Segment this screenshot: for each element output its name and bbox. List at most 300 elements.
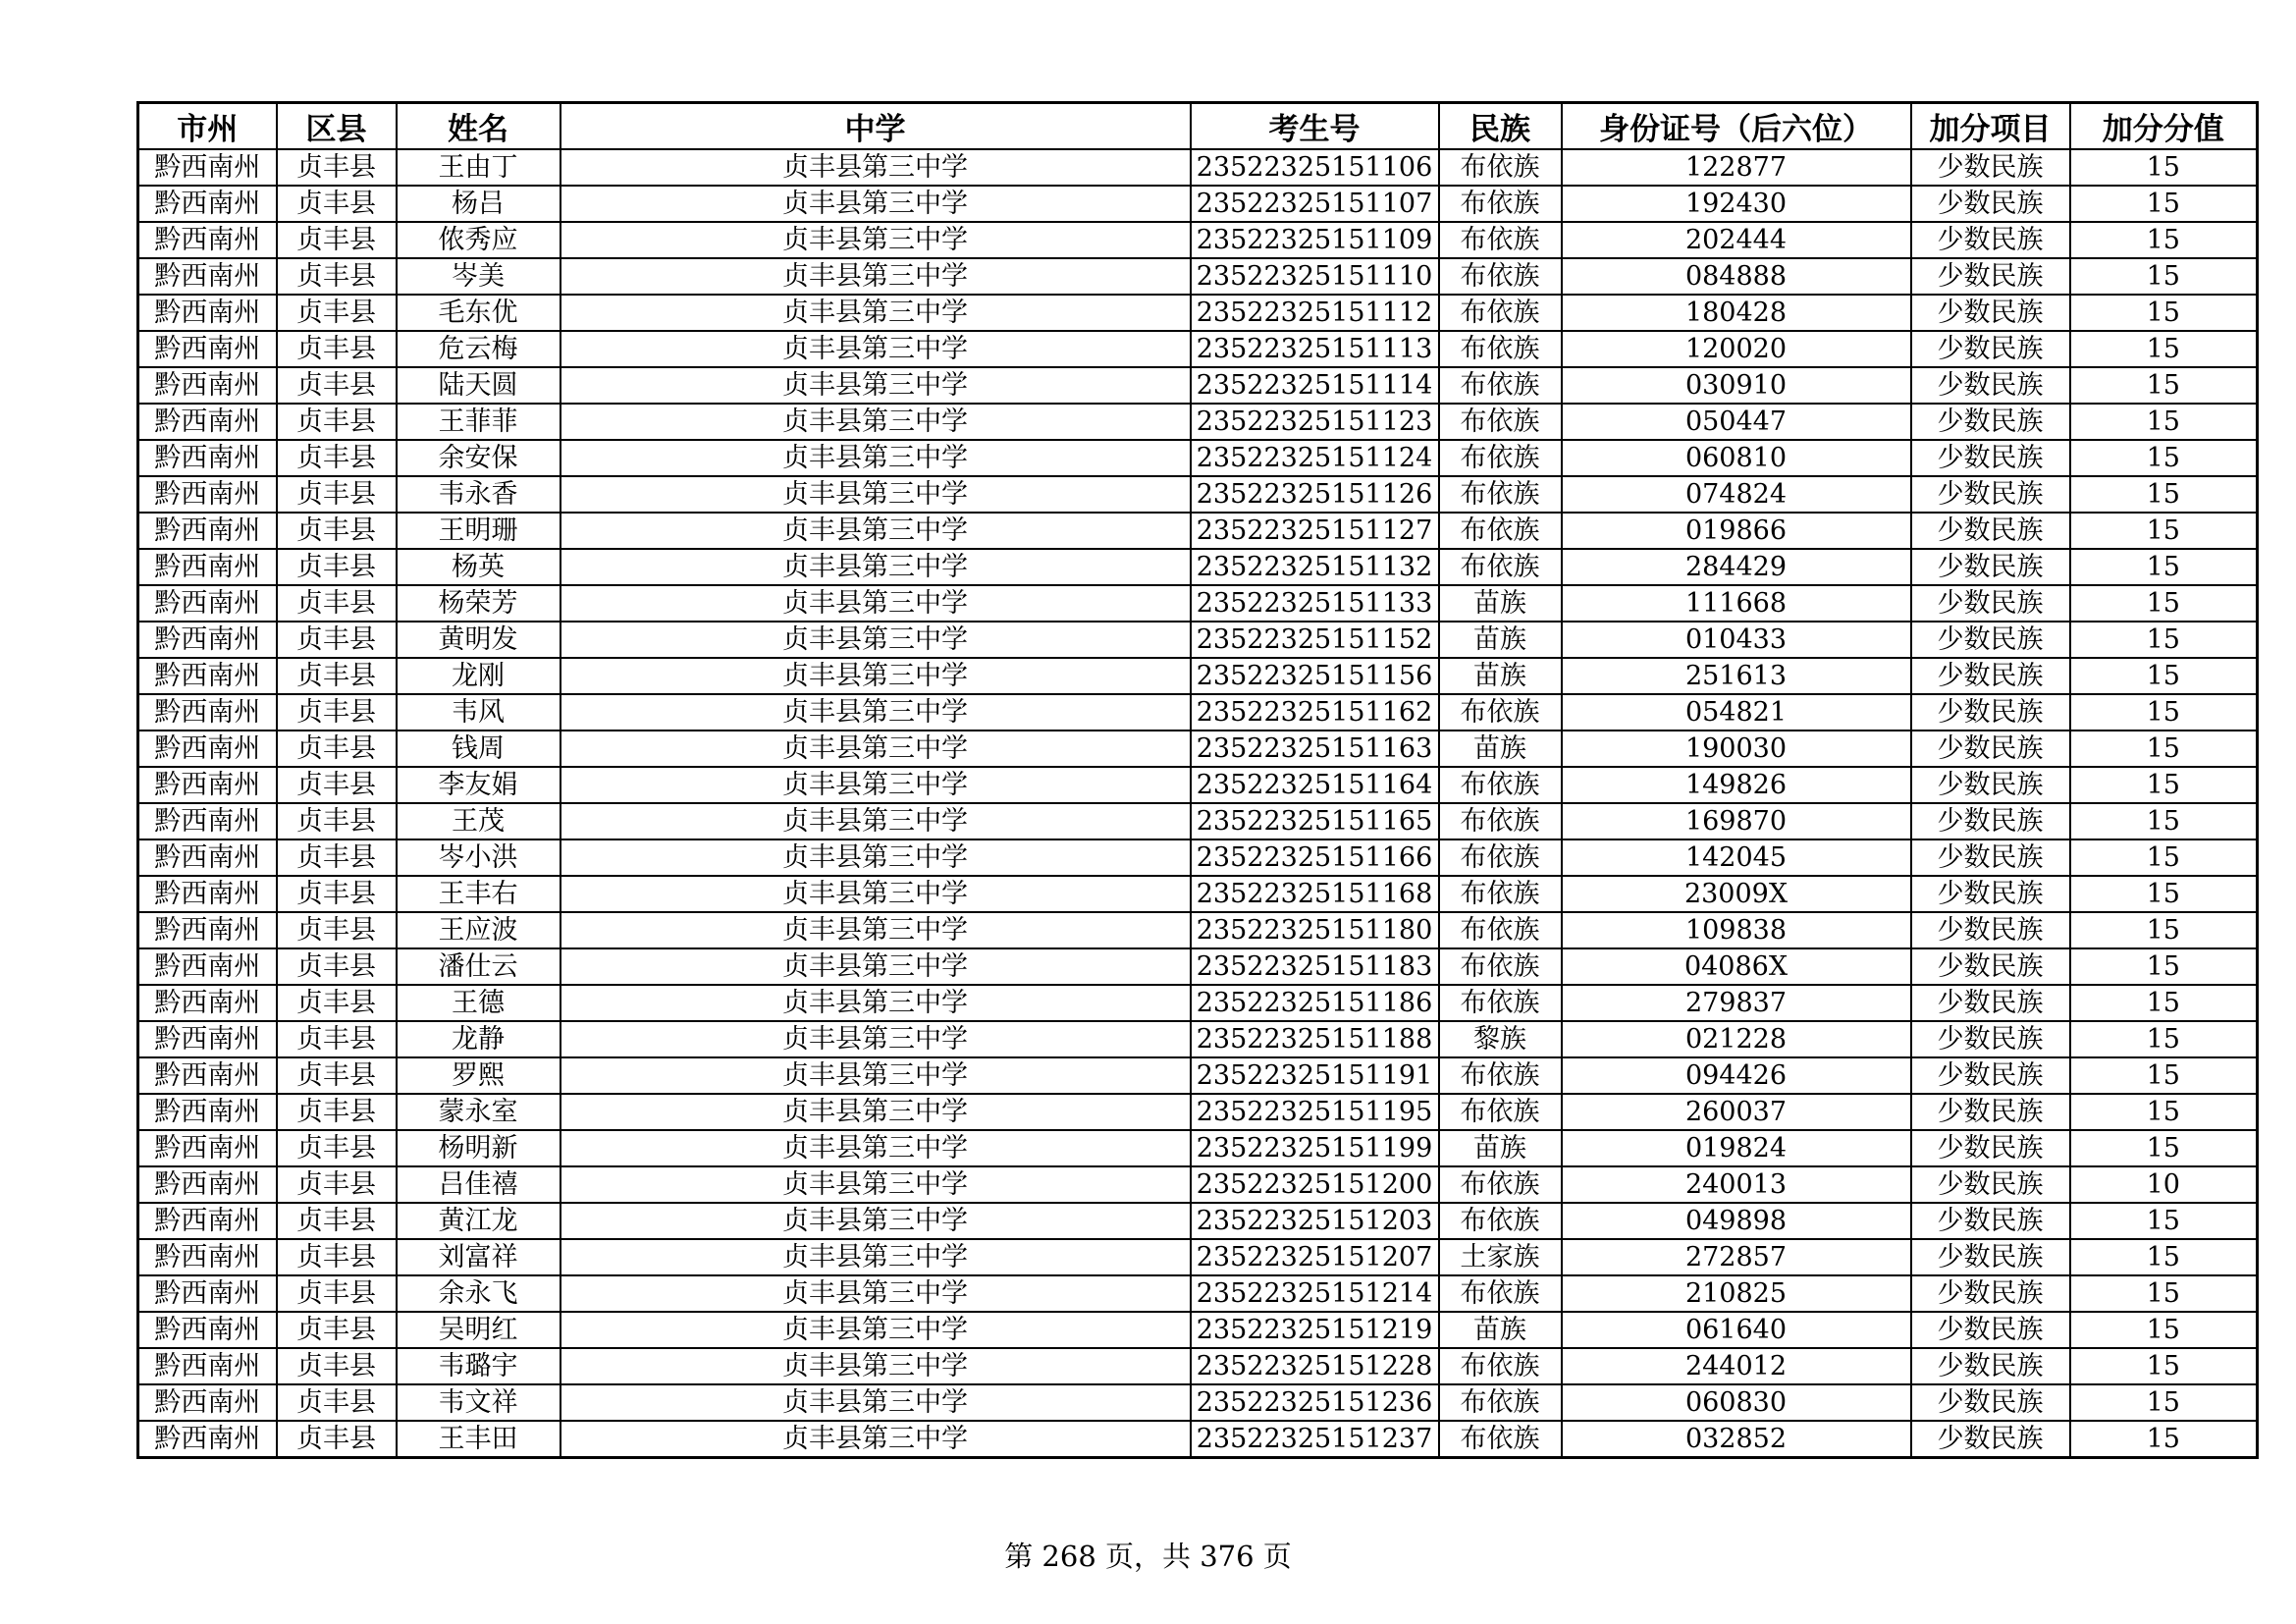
table-cell: 黔西南州 [138,1348,277,1384]
table-row [138,658,2258,694]
table-cell: 贞丰县 [277,404,397,440]
table-cell: 黔西南州 [138,1275,277,1312]
table-cell: 23522325151123 [1191,404,1439,440]
table-cell: 061640 [1562,1312,1911,1348]
table-cell: 贞丰县 [277,876,397,912]
table-cell: 贞丰县第三中学 [561,658,1191,694]
table-cell: 15 [2070,1348,2258,1384]
table-cell: 23522325151124 [1191,440,1439,476]
table-cell: 169870 [1562,803,1911,839]
table-cell: 少数民族 [1911,513,2070,549]
table-cell: 黔西南州 [138,658,277,694]
table-cell: 黔西南州 [138,476,277,513]
table-cell: 279837 [1562,985,1911,1021]
table-cell: 060830 [1562,1384,1911,1421]
table-cell: 贞丰县第三中学 [561,1166,1191,1203]
table-cell: 贞丰县第三中学 [561,476,1191,513]
table-cell: 23522325151219 [1191,1312,1439,1348]
table-cell: 布依族 [1439,1057,1562,1094]
table-cell: 贞丰县 [277,549,397,585]
table-cell: 韦永香 [397,476,561,513]
table-cell: 少数民族 [1911,1275,2070,1312]
table-row [138,404,2258,440]
table-cell: 23522325151188 [1191,1021,1439,1057]
table-cell: 苗族 [1439,731,1562,767]
table-body [138,149,2258,1458]
table-cell: 黔西南州 [138,186,277,222]
table-cell: 王明珊 [397,513,561,549]
table-cell: 贞丰县第三中学 [561,1312,1191,1348]
table-cell: 王茂 [397,803,561,839]
table-cell: 布依族 [1439,985,1562,1021]
table-row [138,331,2258,367]
table-cell: 钱周 [397,731,561,767]
table-cell: 余永飞 [397,1275,561,1312]
table-cell: 23522325151164 [1191,767,1439,803]
page-footer: 第 268 页，共 376 页 [1004,1540,1292,1573]
table-cell: 贞丰县 [277,1094,397,1130]
table-cell: 15 [2070,803,2258,839]
table-cell: 贞丰县 [277,948,397,985]
table-cell: 布依族 [1439,839,1562,876]
table-cell: 黔西南州 [138,985,277,1021]
table-cell: 15 [2070,585,2258,622]
table-row [138,1057,2258,1094]
table-cell: 黔西南州 [138,839,277,876]
column-header: 加分分值 [2070,103,2258,150]
table-row [138,1275,2258,1312]
table-cell: 黔西南州 [138,1203,277,1239]
table-cell: 黔西南州 [138,1239,277,1275]
table-cell: 少数民族 [1911,585,2070,622]
table-row [138,1384,2258,1421]
table-cell: 贞丰县第三中学 [561,803,1191,839]
table-cell: 贞丰县第三中学 [561,622,1191,658]
table-cell: 贞丰县第三中学 [561,149,1191,186]
table-cell: 布依族 [1439,258,1562,295]
table-cell: 陆天圆 [397,367,561,404]
table-cell: 15 [2070,1203,2258,1239]
table-cell: 布依族 [1439,1203,1562,1239]
table-cell: 少数民族 [1911,404,2070,440]
table-cell: 黔西南州 [138,767,277,803]
table-cell: 少数民族 [1911,912,2070,948]
table-cell: 23522325151191 [1191,1057,1439,1094]
table-cell: 布依族 [1439,549,1562,585]
table-cell: 060810 [1562,440,1911,476]
table-cell: 黔西南州 [138,1421,277,1458]
table-cell: 黔西南州 [138,222,277,258]
table-cell: 15 [2070,876,2258,912]
table-cell: 15 [2070,1275,2258,1312]
table-cell: 109838 [1562,912,1911,948]
table-cell: 黔西南州 [138,876,277,912]
table-cell: 贞丰县 [277,1239,397,1275]
table-cell: 少数民族 [1911,694,2070,731]
table-cell: 黔西南州 [138,258,277,295]
table-cell: 贞丰县 [277,149,397,186]
table-cell: 少数民族 [1911,658,2070,694]
bonus-points-table [136,101,2259,1459]
table-cell: 少数民族 [1911,1057,2070,1094]
table-cell: 23522325151133 [1191,585,1439,622]
table-cell: 111668 [1562,585,1911,622]
table-cell: 贞丰县第三中学 [561,948,1191,985]
table-row [138,912,2258,948]
table-header-row [138,103,2258,150]
table-cell: 贞丰县 [277,658,397,694]
table-cell: 罗熙 [397,1057,561,1094]
table-cell: 贞丰县第三中学 [561,367,1191,404]
table-cell: 黔西南州 [138,513,277,549]
table-cell: 黔西南州 [138,1384,277,1421]
table-cell: 黔西南州 [138,1057,277,1094]
table-cell: 贞丰县第三中学 [561,186,1191,222]
table-cell: 贞丰县 [277,1021,397,1057]
table-cell: 15 [2070,1094,2258,1130]
table-cell: 贞丰县 [277,186,397,222]
table-cell: 黔西南州 [138,1130,277,1166]
table-cell: 布依族 [1439,912,1562,948]
table-cell: 贞丰县 [277,1130,397,1166]
table-cell: 布依族 [1439,186,1562,222]
table-cell: 贞丰县第三中学 [561,1421,1191,1458]
table-cell: 23522325151195 [1191,1094,1439,1130]
table-cell: 010433 [1562,622,1911,658]
table-cell: 贞丰县第三中学 [561,731,1191,767]
table-cell: 23522325151163 [1191,731,1439,767]
table-cell: 黔西南州 [138,549,277,585]
table-cell: 少数民族 [1911,295,2070,331]
table-cell: 布依族 [1439,1275,1562,1312]
table-cell: 贞丰县 [277,585,397,622]
column-header: 市州 [138,103,277,150]
table-cell: 贞丰县第三中学 [561,1130,1191,1166]
table-cell: 杨荣芳 [397,585,561,622]
table-cell: 149826 [1562,767,1911,803]
table-cell: 15 [2070,404,2258,440]
table-cell: 贞丰县第三中学 [561,1203,1191,1239]
table-cell: 019824 [1562,1130,1911,1166]
table-cell: 15 [2070,1021,2258,1057]
table-cell: 122877 [1562,149,1911,186]
table-cell: 贞丰县第三中学 [561,222,1191,258]
table-cell: 黔西南州 [138,694,277,731]
table-cell: 韦璐宇 [397,1348,561,1384]
table-cell: 黔西南州 [138,1021,277,1057]
table-cell: 15 [2070,767,2258,803]
table-cell: 贞丰县第三中学 [561,295,1191,331]
table-cell: 少数民族 [1911,222,2070,258]
table-cell: 布依族 [1439,803,1562,839]
table-cell: 王德 [397,985,561,1021]
table-cell: 王丰田 [397,1421,561,1458]
table-cell: 15 [2070,948,2258,985]
table-cell: 黔西南州 [138,731,277,767]
table-cell: 23522325151110 [1191,258,1439,295]
table-cell: 贞丰县 [277,694,397,731]
table-cell: 23522325151186 [1191,985,1439,1021]
table-cell: 260037 [1562,1094,1911,1130]
table-cell: 190030 [1562,731,1911,767]
table-cell: 布依族 [1439,1166,1562,1203]
table-cell: 少数民族 [1911,948,2070,985]
table-cell: 黔西南州 [138,149,277,186]
table-cell: 15 [2070,440,2258,476]
column-header: 中学 [561,103,1191,150]
table-cell: 王丰右 [397,876,561,912]
table-cell: 贞丰县 [277,1203,397,1239]
table-cell: 180428 [1562,295,1911,331]
table-cell: 23522325151109 [1191,222,1439,258]
table-row [138,222,2258,258]
table-cell: 毛东优 [397,295,561,331]
table-cell: 布依族 [1439,367,1562,404]
table-cell: 019866 [1562,513,1911,549]
table-cell: 贞丰县第三中学 [561,585,1191,622]
table-cell: 142045 [1562,839,1911,876]
table-cell: 04086X [1562,948,1911,985]
table-cell: 贞丰县第三中学 [561,839,1191,876]
table-cell: 050447 [1562,404,1911,440]
table-cell: 布依族 [1439,295,1562,331]
table-cell: 贞丰县 [277,1166,397,1203]
table-row [138,731,2258,767]
table-cell: 黔西南州 [138,367,277,404]
table-cell: 黎族 [1439,1021,1562,1057]
table-cell: 黔西南州 [138,295,277,331]
table-cell: 龙刚 [397,658,561,694]
table-cell: 23522325151214 [1191,1275,1439,1312]
table-row [138,839,2258,876]
table-cell: 少数民族 [1911,1348,2070,1384]
table-cell: 23522325151152 [1191,622,1439,658]
table-cell: 23009X [1562,876,1911,912]
table-cell: 黔西南州 [138,440,277,476]
table-row [138,367,2258,404]
table-cell: 021228 [1562,1021,1911,1057]
table-cell: 23522325151132 [1191,549,1439,585]
table-cell: 贞丰县 [277,1312,397,1348]
table-cell: 23522325151236 [1191,1384,1439,1421]
table-cell: 岑美 [397,258,561,295]
table-cell: 240013 [1562,1166,1911,1203]
table-cell: 少数民族 [1911,1130,2070,1166]
table-cell: 黔西南州 [138,803,277,839]
table-cell: 23522325151156 [1191,658,1439,694]
table-cell: 23522325151203 [1191,1203,1439,1239]
table-cell: 15 [2070,513,2258,549]
table-cell: 15 [2070,367,2258,404]
table-cell: 15 [2070,476,2258,513]
table-cell: 贞丰县第三中学 [561,1384,1191,1421]
table-row [138,513,2258,549]
table-cell: 15 [2070,149,2258,186]
table-cell: 少数民族 [1911,1203,2070,1239]
column-header: 考生号 [1191,103,1439,150]
table-cell: 贞丰县第三中学 [561,549,1191,585]
table-cell: 韦文祥 [397,1384,561,1421]
table-cell: 23522325151180 [1191,912,1439,948]
table-cell: 210825 [1562,1275,1911,1312]
table-cell: 贞丰县 [277,222,397,258]
table-cell: 074824 [1562,476,1911,513]
table-cell: 少数民族 [1911,549,2070,585]
table-cell: 049898 [1562,1203,1911,1239]
table-row [138,1421,2258,1458]
table-cell: 15 [2070,658,2258,694]
column-header: 加分项目 [1911,103,2070,150]
table-cell: 黔西南州 [138,331,277,367]
table-cell: 23522325151207 [1191,1239,1439,1275]
table-row [138,186,2258,222]
table-cell: 23522325151228 [1191,1348,1439,1384]
table-cell: 黔西南州 [138,948,277,985]
table-cell: 布依族 [1439,513,1562,549]
table-cell: 少数民族 [1911,803,2070,839]
table-row [138,258,2258,295]
table-cell: 苗族 [1439,1312,1562,1348]
table-cell: 120020 [1562,331,1911,367]
table-cell: 少数民族 [1911,476,2070,513]
table-cell: 少数民族 [1911,1021,2070,1057]
table-cell: 贞丰县第三中学 [561,985,1191,1021]
table-row [138,1312,2258,1348]
table-cell: 251613 [1562,658,1911,694]
column-header: 区县 [277,103,397,150]
column-header: 身份证号（后六位） [1562,103,1911,150]
table-row [138,876,2258,912]
table-cell: 苗族 [1439,585,1562,622]
table-cell: 苗族 [1439,658,1562,694]
table-cell: 15 [2070,912,2258,948]
table-cell: 黄明发 [397,622,561,658]
table-cell: 贞丰县第三中学 [561,513,1191,549]
table-cell: 贞丰县 [277,622,397,658]
table-cell: 23522325151162 [1191,694,1439,731]
table-cell: 少数民族 [1911,876,2070,912]
table-cell: 23522325151183 [1191,948,1439,985]
table-cell: 23522325151112 [1191,295,1439,331]
table-cell: 王由丁 [397,149,561,186]
table-cell: 少数民族 [1911,186,2070,222]
table-cell: 少数民族 [1911,440,2070,476]
table-cell: 吴明红 [397,1312,561,1348]
table-cell: 23522325151114 [1191,367,1439,404]
table-cell: 272857 [1562,1239,1911,1275]
table-cell: 084888 [1562,258,1911,295]
table-cell: 杨吕 [397,186,561,222]
table-cell: 贞丰县 [277,1275,397,1312]
table-cell: 少数民族 [1911,985,2070,1021]
table-cell: 少数民族 [1911,1312,2070,1348]
table-cell: 贞丰县第三中学 [561,331,1191,367]
table-cell: 少数民族 [1911,149,2070,186]
table-row [138,1166,2258,1203]
table-cell: 布依族 [1439,1348,1562,1384]
table-row [138,622,2258,658]
table-cell: 刘富祥 [397,1239,561,1275]
table-cell: 布依族 [1439,1384,1562,1421]
table-cell: 15 [2070,258,2258,295]
table-cell: 贞丰县 [277,839,397,876]
table-cell: 032852 [1562,1421,1911,1458]
table-cell: 15 [2070,331,2258,367]
table-cell: 贞丰县第三中学 [561,1348,1191,1384]
table-cell: 244012 [1562,1348,1911,1384]
table-cell: 贞丰县第三中学 [561,404,1191,440]
table-cell: 贞丰县 [277,367,397,404]
table-row [138,694,2258,731]
table-cell: 23522325151237 [1191,1421,1439,1458]
table-cell: 少数民族 [1911,367,2070,404]
table-cell: 15 [2070,1312,2258,1348]
table-row [138,767,2258,803]
table-cell: 15 [2070,222,2258,258]
table-row [138,295,2258,331]
column-header: 民族 [1439,103,1562,150]
table-row [138,149,2258,186]
table-cell: 23522325151113 [1191,331,1439,367]
table-row [138,585,2258,622]
table-row [138,1021,2258,1057]
table-cell: 黔西南州 [138,912,277,948]
table-row [138,1130,2258,1166]
table-cell: 15 [2070,549,2258,585]
table-cell: 黔西南州 [138,1312,277,1348]
table-cell: 布依族 [1439,331,1562,367]
table-cell: 15 [2070,1239,2258,1275]
table-cell: 土家族 [1439,1239,1562,1275]
column-header: 姓名 [397,103,561,150]
table-cell: 苗族 [1439,622,1562,658]
table-cell: 黔西南州 [138,1166,277,1203]
table-cell: 23522325151165 [1191,803,1439,839]
table-row [138,1348,2258,1384]
table-cell: 15 [2070,186,2258,222]
table-cell: 布依族 [1439,767,1562,803]
table-cell: 23522325151127 [1191,513,1439,549]
table-cell: 侬秀应 [397,222,561,258]
table-cell: 贞丰县 [277,912,397,948]
table-cell: 054821 [1562,694,1911,731]
table-cell: 杨明新 [397,1130,561,1166]
table-cell: 吕佳禧 [397,1166,561,1203]
table-cell: 少数民族 [1911,258,2070,295]
table-cell: 黔西南州 [138,622,277,658]
table-cell: 少数民族 [1911,622,2070,658]
table-cell: 094426 [1562,1057,1911,1094]
table-cell: 23522325151107 [1191,186,1439,222]
table-cell: 贞丰县第三中学 [561,876,1191,912]
table-cell: 贞丰县第三中学 [561,1021,1191,1057]
table-cell: 潘仕云 [397,948,561,985]
table-cell: 布依族 [1439,948,1562,985]
table-cell: 布依族 [1439,476,1562,513]
table-cell: 布依族 [1439,876,1562,912]
table-cell: 苗族 [1439,1130,1562,1166]
table-cell: 贞丰县 [277,803,397,839]
table-cell: 贞丰县第三中学 [561,440,1191,476]
table-cell: 23522325151200 [1191,1166,1439,1203]
table-cell: 杨英 [397,549,561,585]
table-cell: 贞丰县 [277,731,397,767]
table-cell: 黔西南州 [138,404,277,440]
table-row [138,440,2258,476]
table-cell: 23522325151199 [1191,1130,1439,1166]
table-row [138,803,2258,839]
table-cell: 韦风 [397,694,561,731]
